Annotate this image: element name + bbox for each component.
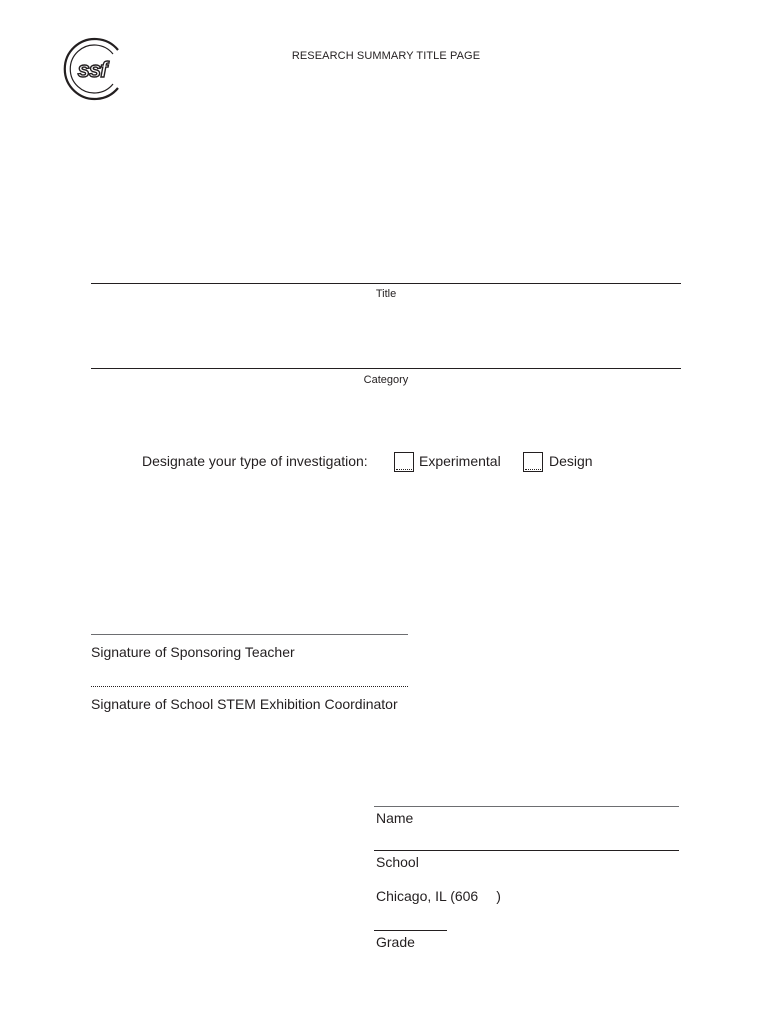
sponsor-signature-line[interactable] (91, 634, 408, 635)
grade-label: Grade (376, 934, 415, 950)
ssf-logo (60, 36, 124, 102)
category-line[interactable] (91, 368, 681, 369)
svg-text:ssf: ssf (77, 57, 107, 82)
sponsor-signature-label: Signature of Sponsoring Teacher (91, 644, 295, 660)
experimental-checkbox[interactable] (394, 452, 414, 472)
school-line[interactable] (374, 850, 679, 851)
experimental-label: Experimental (419, 453, 501, 469)
city-text: Chicago, IL (606 (376, 888, 479, 904)
design-checkbox[interactable] (523, 452, 543, 472)
name-line[interactable] (374, 806, 679, 807)
title-line[interactable] (91, 283, 681, 284)
school-label: School (376, 854, 419, 870)
city-close: ) (496, 888, 501, 904)
page-title: RESEARCH SUMMARY TITLE PAGE (291, 50, 481, 62)
coordinator-signature-line[interactable] (91, 686, 408, 687)
category-caption: Category (363, 374, 409, 386)
grade-line[interactable] (374, 930, 447, 931)
design-label: Design (549, 453, 593, 469)
name-label: Name (376, 810, 414, 826)
investigation-prompt: Designate your type of investigation: (142, 453, 368, 469)
coordinator-signature-label: Signature of School STEM Exhibition Coordinator (91, 696, 398, 712)
title-caption: Title (375, 288, 397, 300)
city-zip (376, 888, 501, 904)
